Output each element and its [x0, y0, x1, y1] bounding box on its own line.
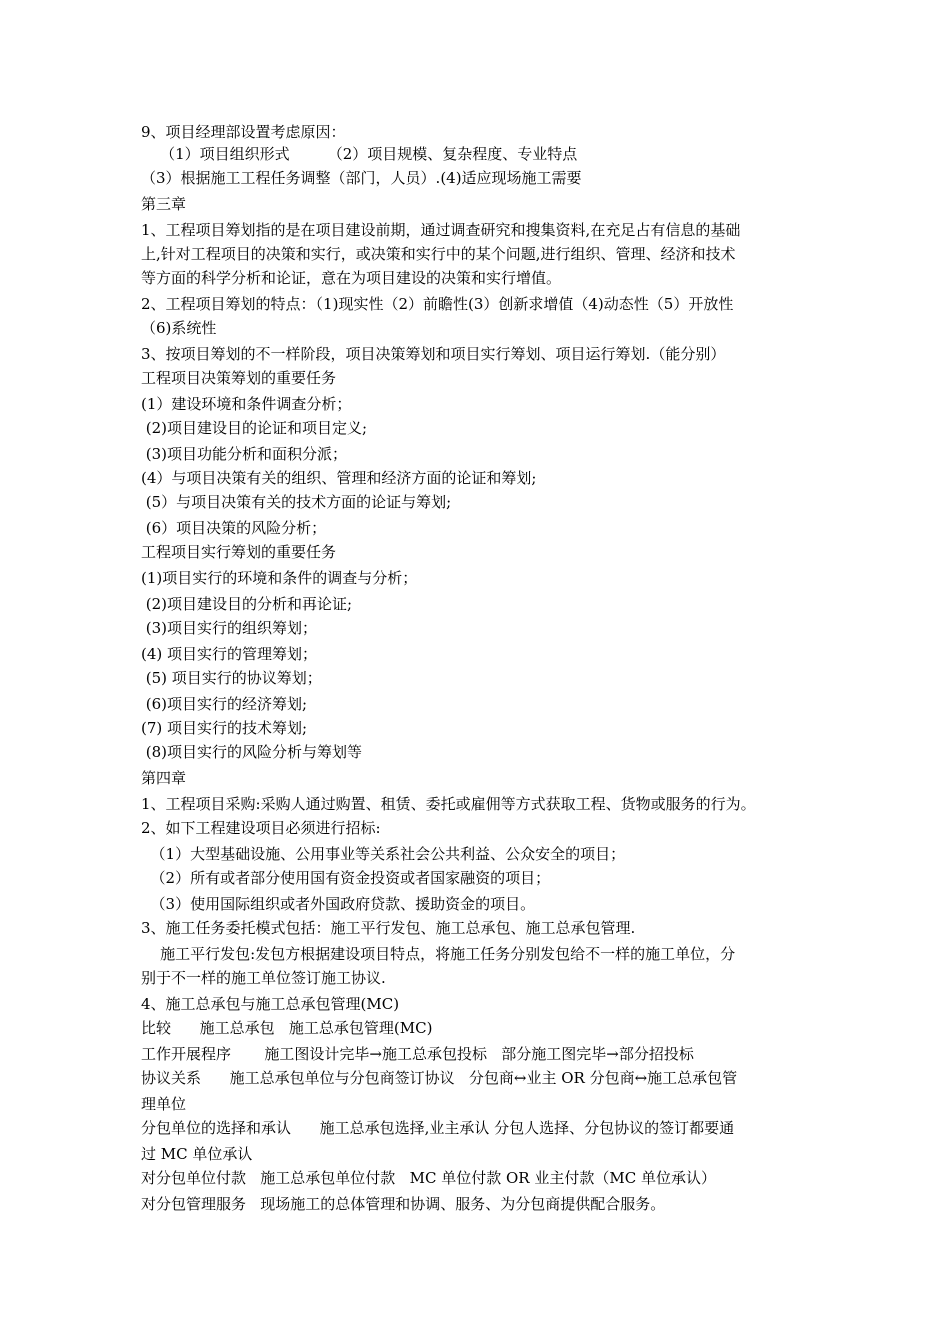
text-line: 3、按项目筹划的不一样阶段，项目决策筹划和项目实行筹划、项目运行筹划.（能分别）	[141, 345, 726, 363]
text-line: 2、如下工程建设项目必须进行招标:	[141, 819, 381, 837]
text-line: 上,针对工程项目的决策和实行，或决策和实行中的某个问题,进行组织、管理、经济和技术	[141, 245, 736, 263]
text-line: (7) 项目实行的技术筹划;	[141, 719, 308, 737]
text-line: （3）使用国际组织或者外国政府贷款、援助资金的项目。	[141, 895, 536, 913]
text-line: (4) 项目实行的管理筹划；	[141, 645, 318, 663]
text-line: 过 MC 单位承认	[141, 1145, 253, 1163]
text-line: 工作开展程序 施工图设计完毕→施工总承包投标 部分施工图完毕→部分招投标	[141, 1045, 694, 1063]
text-line: 等方面的科学分析和论证，意在为项目建设的决策和实行增值。	[141, 269, 562, 287]
text-line: （1）大型基础设施、公用事业等关系社会公共利益、公众安全的项目；	[141, 845, 626, 863]
text-line: (8)项目实行的风险分析与筹划等	[141, 743, 363, 761]
text-line: (2)项目建设目的论证和项目定义;	[141, 419, 368, 437]
text-line: (5）与项目决策有关的技术方面的论证与筹划;	[141, 493, 452, 511]
text-line: 2、工程项目筹划的特点：（1)现实性（2）前瞻性(3）创新求增值（4)动态性（5）开放性	[141, 295, 734, 313]
text-line: (6)项目实行的经济筹划;	[141, 695, 308, 713]
text-line: （2）所有或者部分使用国有资金投资或者国家融资的项目；	[141, 869, 551, 887]
text-line: 分包单位的选择和承认 施工总承包选择,业主承认 分包人选择、分包协议的签订都要通	[141, 1119, 735, 1137]
text-line: (5) 项目实行的协议筹划；	[141, 669, 322, 687]
text-line: 对分包管理服务 现场施工的总体管理和协调、服务、为分包商提供配合服务。	[141, 1195, 666, 1213]
text-line: （1）项目组织形式 （2）项目规模、复杂程度、专业特点	[141, 145, 578, 163]
text-line: 协议关系 施工总承包单位与分包商签订协议 分包商↔业主 OR 分包商↔施工总承包管	[141, 1069, 738, 1087]
text-line: 第三章	[141, 195, 187, 213]
text-line: 1、工程项目筹划指的是在项目建设前期，通过调查研究和搜集资料,在充足占有信息的基础	[141, 221, 741, 239]
text-line: 工程项目实行筹划的重要任务	[141, 543, 337, 561]
text-line: 工程项目决策筹划的重要任务	[141, 369, 337, 387]
text-line: 别于不一样的施工单位签订施工协议.	[141, 969, 386, 987]
text-line: (3)项目实行的组织筹划；	[141, 619, 318, 637]
text-line: （3）根据施工工程任务调整（部门，人员）.(4)适应现场施工需要	[141, 169, 582, 187]
text-line: （6)系统性	[141, 319, 217, 337]
text-line: (6）项目决策的风险分析；	[141, 519, 327, 537]
text-line: 3、施工任务委托模式包括：施工平行发包、施工总承包、施工总承包管理.	[141, 919, 636, 937]
text-line: (4）与项目决策有关的组织、管理和经济方面的论证和筹划;	[141, 469, 537, 487]
text-line: (3)项目功能分析和面积分派；	[141, 445, 348, 463]
text-line: 对分包单位付款 施工总承包单位付款 MC 单位付款 OR 业主付款（MC 单位承认）	[141, 1169, 716, 1187]
text-line: (2)项目建设目的分析和再论证;	[141, 595, 353, 613]
text-line: 理单位	[141, 1095, 187, 1113]
text-line: 9、项目经理部设置考虑原因：	[141, 123, 346, 141]
text-line: 1、工程项目采购:采购人通过购置、租赁、委托或雇佣等方式获取工程、货物或服务的行为。	[141, 795, 756, 813]
text-line: 第四章	[141, 769, 187, 787]
text-line: 比较 施工总承包 施工总承包管理(MC)	[141, 1019, 433, 1037]
text-line: 4、施工总承包与施工总承包管理(MC)	[141, 995, 400, 1013]
text-line: 施工平行发包:发包方根据建设项目特点，将施工任务分别发包给不一样的施工单位，分	[141, 945, 736, 963]
text-line: (1）建设环境和条件调查分析；	[141, 395, 352, 413]
text-line: (1)项目实行的环境和条件的调查与分析；	[141, 569, 418, 587]
